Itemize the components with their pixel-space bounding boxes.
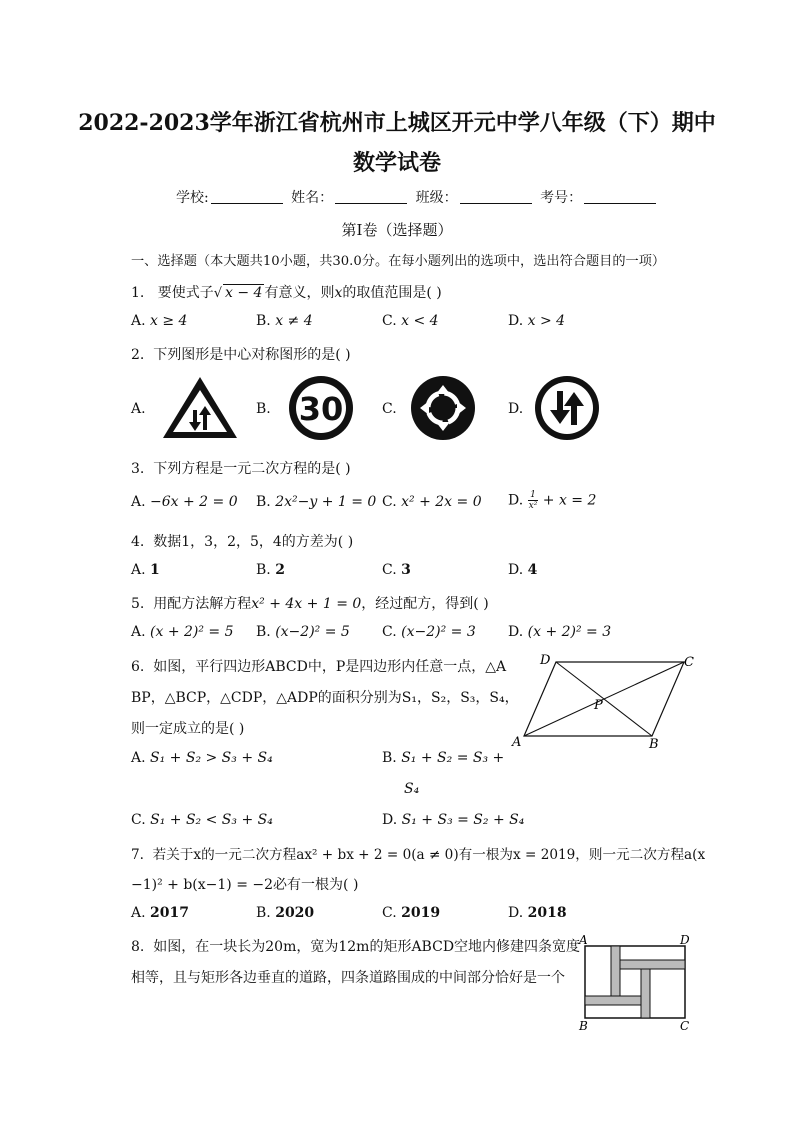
q2-sign-d-arrow-up-shaft xyxy=(571,403,577,425)
q4-option-d[interactable]: D. 4 xyxy=(508,562,538,578)
question-6-line3: 则一定成立的是( ) xyxy=(131,721,245,737)
q8-label-b: B xyxy=(579,1019,588,1033)
q6-option-b[interactable]: B. S₁ + S₂ = S₃ + xyxy=(382,750,505,766)
q3-option-b[interactable]: B. 2x²−y + 1 = 0 xyxy=(256,494,377,510)
q8-label-d: D xyxy=(680,933,690,947)
q6-label-c: C xyxy=(684,655,694,670)
q8-rectangle-roads-figure xyxy=(576,932,696,1034)
question-7-line1: 7. 若关于x的一元二次方程ax² + bx + 2 = 0(a ≠ 0)有一根为x = 2019，则一元二次方程a(x xyxy=(131,847,706,863)
q6-option-c[interactable]: C. S₁ + S₂ < S₃ + S₄ xyxy=(131,812,273,828)
q2-sign-b-number: 30 xyxy=(298,390,344,428)
name-blank[interactable] xyxy=(335,189,407,204)
q4-option-a[interactable]: A. 1 xyxy=(131,562,160,578)
q5-option-b[interactable]: B. (x−2)² = 5 xyxy=(256,624,350,640)
q3-d-fraction: $\frac{1}{\text{x²}}$ xyxy=(528,490,538,511)
part-title: 第I卷（选择题） xyxy=(341,221,453,239)
q2-sign-a-warning-triangle[interactable] xyxy=(160,374,240,442)
exam-title-line2: 数学试卷 xyxy=(352,150,441,176)
q7-option-a[interactable]: A. 2017 xyxy=(131,905,189,921)
q6-label-d: D xyxy=(540,653,551,668)
question-6-line2: BP，△BCP，△CDP，△ADP的面积分别为S₁，S₂，S₃，S₄， xyxy=(131,690,519,706)
q4-option-b[interactable]: B. 2 xyxy=(256,562,285,578)
q8-road-vertical-left xyxy=(611,946,620,996)
q1-text-a: 要使式子 xyxy=(157,285,214,301)
q1-text-c: 的取值范围是( ) xyxy=(342,285,442,301)
q1-text-b: 有意义，则 xyxy=(264,285,335,301)
q2-text: 下列图形是中心对称图形的是( ) xyxy=(153,347,351,363)
q6-parallelogram-figure xyxy=(508,652,698,752)
question-7-line2: −1)² + b(x−1) = −2必有一根为( ) xyxy=(131,877,359,893)
exam-title-line1: 2022-2023学年浙江省杭州市上城区开元中学八年级（下）期中 xyxy=(78,110,716,136)
q2-sign-d-two-way-arrows[interactable] xyxy=(533,374,601,442)
q5-option-a[interactable]: A. (x + 2)² = 5 xyxy=(131,624,234,640)
school-label: 学校: xyxy=(176,190,209,206)
question-3: 3. 下列方程是一元二次方程的是( ) xyxy=(131,461,351,477)
q1-option-a[interactable]: A. x ≥ 4 xyxy=(131,313,188,329)
school-blank[interactable] xyxy=(211,189,283,204)
q6-label-p: P xyxy=(594,698,603,713)
q4-option-c[interactable]: C. 3 xyxy=(382,562,411,578)
name-label: 姓名： xyxy=(291,190,334,206)
q7-option-c[interactable]: C. 2019 xyxy=(382,905,441,921)
question-2 xyxy=(131,344,351,364)
q2-option-b-label[interactable]: B. xyxy=(256,401,271,417)
q2-sign-c-roundabout[interactable] xyxy=(409,374,477,442)
q8-rectangle-outline xyxy=(585,946,685,1018)
question-8-line2: 相等，且与矩形各边垂直的道路，四条道路围成的中间部分恰好是一个 xyxy=(131,970,565,986)
q6-label-a: A xyxy=(512,735,522,750)
q6-label-b: B xyxy=(649,737,659,752)
q2-number: 2. xyxy=(131,347,145,363)
q8-road-vertical-right xyxy=(641,969,650,1018)
q6-option-b-wrap: S₄ xyxy=(404,781,420,797)
question-6-line1: 6. 如图，平行四边形ABCD中，P是四边形内任意一点，△A xyxy=(131,659,507,675)
q6-option-a[interactable]: A. S₁ + S₂ > S₃ + S₄ xyxy=(131,750,273,766)
question-1: 1. 要使式子√ x − 4 有意义，则x的取值范围是( ) xyxy=(131,285,442,301)
q6-line-dp-b xyxy=(556,662,652,736)
q1-option-b[interactable]: B. x ≠ 4 xyxy=(256,313,313,329)
q3-option-d[interactable]: D. $\frac{1}{\text{x²}}$ + x = 2 xyxy=(508,490,597,511)
section-header: 一、选择题（本大题共10小题，共30.0分。在每小题列出的选项中，选出符合题目的一项） xyxy=(131,254,666,269)
q8-label-c: C xyxy=(680,1019,690,1033)
question-5: 5. 用配方法解方程x² + 4x + 1 = 0，经过配方，得到( ) xyxy=(131,596,489,612)
class-label: 班级： xyxy=(415,190,458,206)
q3-option-c[interactable]: C. x² + 2x = 0 xyxy=(382,494,482,510)
q1-option-d[interactable]: D. x > 4 xyxy=(508,313,566,329)
q8-road-horizontal-bottom xyxy=(585,996,650,1005)
q2-sign-d-inner xyxy=(541,382,593,434)
info-fields xyxy=(176,187,660,207)
q8-road-horizontal-top xyxy=(620,960,685,969)
question-8-line1: 8. 如图，在一块长为20m，宽为12m的矩形ABCD空地内修建四条宽度 xyxy=(131,939,581,955)
exam-no-label: 考号： xyxy=(540,190,583,206)
q7-option-b[interactable]: B. 2020 xyxy=(256,905,315,921)
q1-option-c[interactable]: C. x < 4 xyxy=(382,313,439,329)
q2-option-d-label[interactable]: D. xyxy=(508,401,524,417)
q6-option-d[interactable]: D. S₁ + S₃ = S₂ + S₄ xyxy=(382,812,525,828)
q7-option-d[interactable]: D. 2018 xyxy=(508,905,567,921)
q8-label-a: A xyxy=(579,933,588,947)
q2-option-c-label[interactable]: C. xyxy=(382,401,397,417)
q1-radicand: x − 4 xyxy=(225,285,263,301)
class-blank[interactable] xyxy=(460,189,532,204)
q2-sign-b-speed-limit[interactable] xyxy=(287,374,355,442)
q3-option-a[interactable]: A. −6x + 2 = 0 xyxy=(131,494,238,510)
q5-option-d[interactable]: D. (x + 2)² = 3 xyxy=(508,624,612,640)
exam-no-blank[interactable] xyxy=(584,189,656,204)
q1-var: x xyxy=(334,285,343,301)
question-4: 4. 数据1，3，2，5，4的方差为( ) xyxy=(131,534,354,550)
q1-number: 1. xyxy=(131,285,145,301)
q5-option-c[interactable]: C. (x−2)² = 3 xyxy=(382,624,476,640)
q2-option-a-label[interactable]: A. xyxy=(131,401,146,417)
q2-sign-d-arrow-down-shaft xyxy=(557,391,563,413)
